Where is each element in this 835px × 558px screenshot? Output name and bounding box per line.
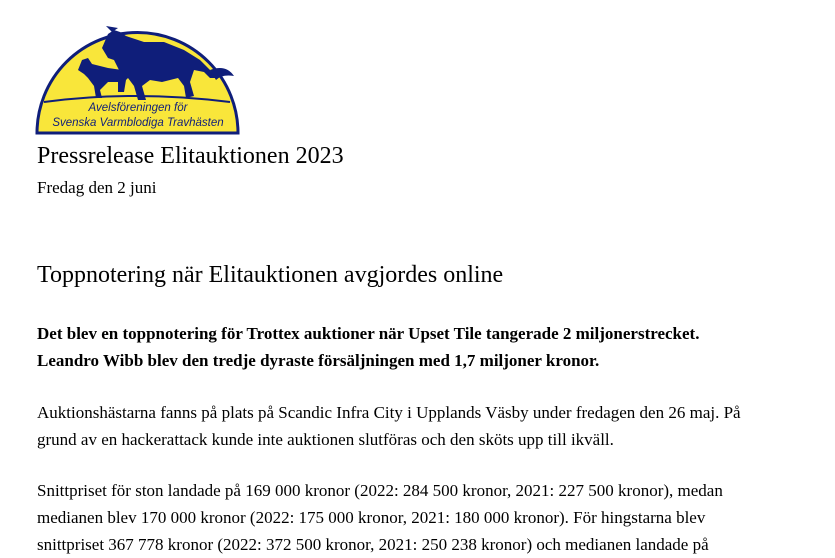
association-logo	[34, 20, 241, 136]
document-title: Pressrelease Elitauktionen 2023	[37, 143, 344, 169]
body-paragraph	[37, 399, 741, 453]
lead-paragraph	[37, 320, 827, 374]
logo-text-line2: Svenska Varmblodiga Travhästen	[52, 117, 224, 129]
lead-line: Leandro Wibb blev den tredje dyraste försäljningen med 1,7 miljoner kronor.	[37, 351, 600, 370]
paragraph-line: grund av en hackerattack kunde inte auktionen slutföras och den sköts upp till ikväll.	[37, 430, 614, 449]
logo-text-line1: Avelsföreningen för	[88, 102, 188, 114]
headline: Toppnotering när Elitauktionen avgjordes online	[37, 262, 504, 288]
paragraph-line: Auktionshästarna fanns på plats på Scandic Infra City i Upplands Väsby under fredagen den 26 maj. På	[37, 403, 741, 422]
release-date: Fredag den 2 juni	[37, 178, 157, 197]
paragraph-line: snittpriset 367 778 kronor (2022: 372 500 kronor, 2021: 250 238 kronor) och medianen landade på	[37, 535, 709, 554]
lead-line: Det blev en toppnotering för Trottex auktioner när Upset Tile tangerade 2 miljonerstrecket.	[37, 324, 700, 343]
body-paragraph	[37, 477, 723, 558]
paragraph-line: Snittpriset för ston landade på 169 000 kronor (2022: 284 500 kronor, 2021: 227 500 kronor), medan	[37, 481, 723, 500]
paragraph-line: medianen blev 170 000 kronor (2022: 175 000 kronor, 2021: 180 000 kronor). För hingstarna blev	[37, 508, 706, 527]
